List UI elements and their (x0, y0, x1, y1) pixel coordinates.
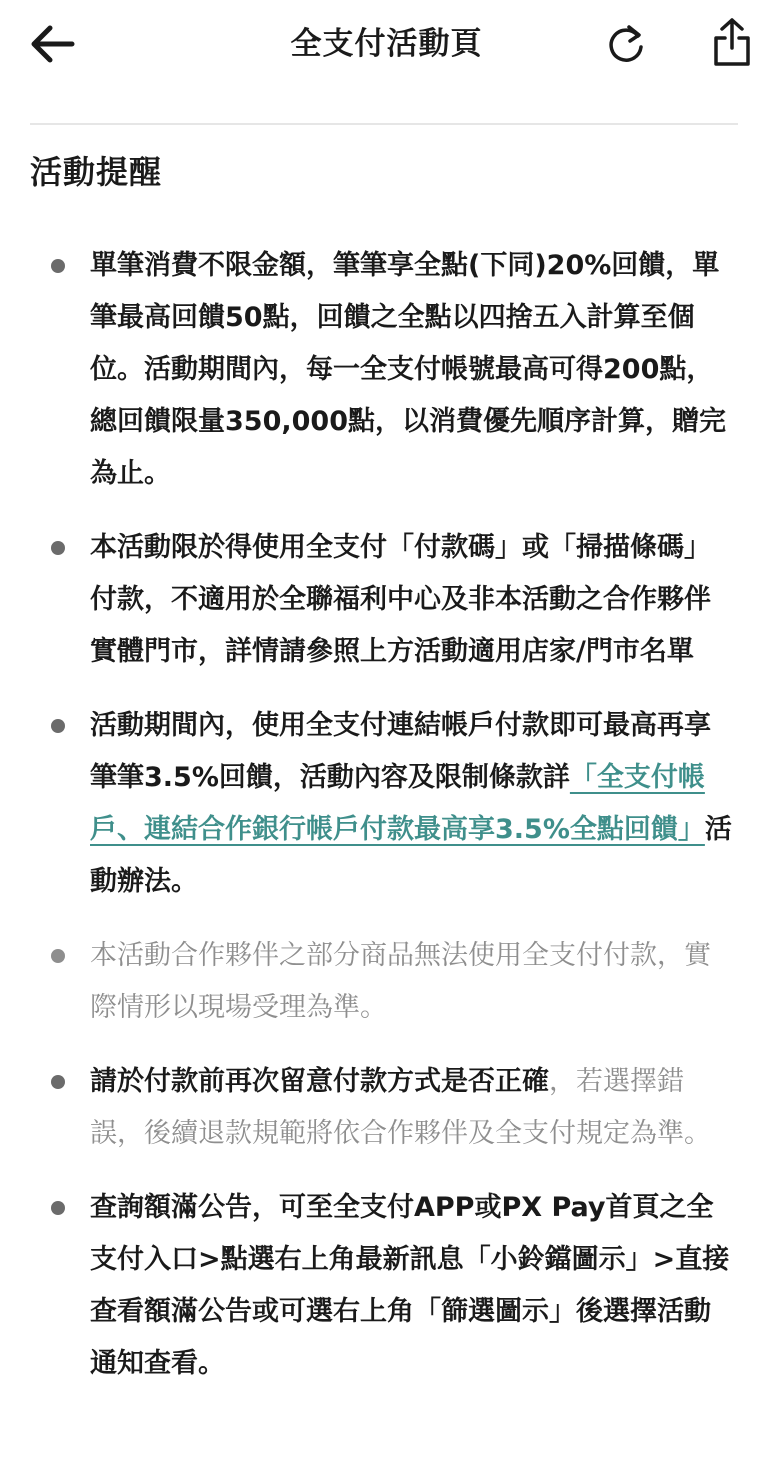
list-item-text-suffix: 活動辦法。 (90, 814, 732, 897)
share-icon (708, 16, 756, 68)
page-title: 全支付活動頁 (290, 26, 483, 62)
bullet-icon (51, 541, 65, 555)
bullet-icon (51, 1201, 65, 1215)
list-item-text: 活動期間內，使用全支付連結帳戶付款即可最高再享筆筆3.5%回饋，活動內容及限制條款詳 (90, 710, 711, 793)
list-item (0, 1182, 773, 1390)
list-item (0, 930, 773, 1034)
list-item-text: 單筆消費不限金額，筆筆享全點(下同)20%回饋，單筆最高回饋50點，回饋之全點以四捨五入計算至個位。活動期間內，每一全支付帳號最高可得200點，總回饋限量350,000點，以消費優先順序計算，贈完為止。 (90, 250, 726, 489)
bullet-icon (51, 1075, 65, 1089)
bullet-icon (51, 259, 65, 273)
list-item-text-muted: ，若選擇錯誤，後續退款規範將依合作夥伴及全支付規定為準。 (90, 1066, 711, 1149)
reload-icon (602, 20, 650, 68)
promo-rules-link[interactable]: 「全支付帳戶、連結合作銀行帳戶付款最高享3.5%全點回饋」 (90, 762, 705, 845)
list-item-text: 本活動限於得使用全支付「付款碼」或「掃描條碼」付款，不適用於全聯福利中心及非本活動之合作夥伴實體門市，詳情請參照上方活動適用店家/門市名單 (90, 532, 711, 667)
list-item (0, 240, 773, 500)
section-title: 活動提醒 (30, 153, 163, 191)
bullet-icon (51, 719, 65, 733)
list-item (0, 522, 773, 678)
list-item (0, 700, 773, 908)
share-button[interactable] (708, 16, 756, 68)
list-item-text: 本活動合作夥伴之部分商品無法使用全支付付款，實際情形以現場受理為準。 (90, 940, 711, 1023)
bullet-icon (51, 949, 65, 963)
list-item-text-bold: 請於付款前再次留意付款方式是否正確 (90, 1066, 549, 1097)
list-item (0, 1056, 773, 1160)
reminder-list (0, 240, 773, 1412)
reload-button[interactable] (602, 20, 650, 68)
top-bar (0, 0, 773, 90)
list-item-text: 查詢額滿公告，可至全支付APP或PX Pay首頁之全支付入口>點選右上角最新訊息「小鈴鐺圖示」>直接查看額滿公告或可選右上角「篩選圖示」後選擇活動通知查看。 (90, 1192, 730, 1379)
header-divider (30, 123, 738, 125)
